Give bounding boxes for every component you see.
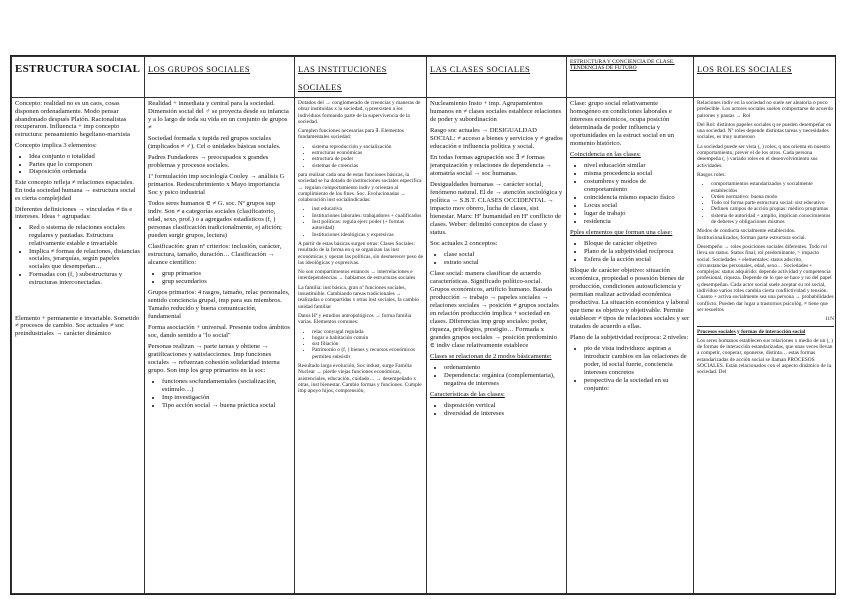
list-item: • pto de vista individuos: aspiran a introducir cambios en las relaciones de poder, id social fuerte, conciencia intereses concretos bbox=[584, 345, 690, 377]
paragraph: Sociedad formada x tupida red grupos sociales (implicados ≠ ♂). Cel o unidades básicas sociales. bbox=[148, 135, 281, 150]
list-item: • Todo rol forma parte estructura social: sist educativo bbox=[711, 200, 834, 206]
list bbox=[430, 251, 563, 267]
content-row bbox=[12, 98, 837, 594]
list-item: • Tipo acción social → buena práctica social bbox=[162, 402, 291, 410]
list-item: • Idea conjunto o totalidad bbox=[29, 153, 141, 161]
list-item: • disposición vertical bbox=[444, 402, 563, 410]
paragraph: Del Rol: distintos papeles sociales q se pueden desempeñar en una sociedad. Nº roles depende distintas tareas y necesidades sociales, es muy numeroso bbox=[697, 121, 832, 141]
paragraph: Rasgo soc actuales → DESIGUALDAD SOCIAL: ≠ acceso a bienes y servicios y ≠ grados educación e influencia política y social. bbox=[430, 127, 563, 150]
list bbox=[298, 329, 423, 360]
list-item: • Instituciones laborales: trabajadores + cualificados bbox=[312, 213, 423, 219]
list-item: • grup primarios bbox=[162, 270, 291, 278]
paragraph: Relaciones indiv en la sociedad no suele ser aleatoria o poco predecible. Los actores sociales suelen comportarse de acuerdo patrones y pautas → Rol bbox=[697, 100, 834, 119]
section-subtitle: Características de las clases: bbox=[430, 391, 505, 398]
column-estructura-social bbox=[12, 98, 145, 594]
list-item: • clase social bbox=[444, 251, 563, 259]
paragraph: No son compartimentos estancos → interrelaciones e interdependencias → hablamos de estructuras sociales bbox=[298, 269, 416, 282]
paragraph: Cumplen funciones necesarias para ∃. Elementos fundamentales sociedad: bbox=[298, 128, 404, 141]
paragraph: Clasificación: gran nº criterios: inclusión, carácter, estructura, tamaño, duración… Clasificación → alcance científico: bbox=[148, 243, 282, 266]
list bbox=[15, 224, 141, 286]
column-instituciones-sociales bbox=[295, 98, 427, 594]
list-item: • grup secundarios bbox=[162, 278, 291, 286]
paragraph: Plano de la subjetividad recíproca: 2 niveles: bbox=[570, 334, 689, 341]
paragraph: En todas formas agrupación soc ∃ ≠ formas jerarquización y relaciones de dependencia → atomatría social → soc humanas. bbox=[430, 154, 552, 177]
header-roles-sociales: LOS ROLES SOCIALES bbox=[694, 57, 837, 98]
list-item: • costumbres y modos de comportamiento bbox=[584, 178, 690, 194]
paragraph: Bloque de carácter objetivo: situación económica, propiedad o posesión bienes de producción, condiciones autosuficiencia y permitan realizar actividad económica productiva. La situación económica y laboral que tiene es objetiva y objetivable. Permite establecer ≠ tipos de relaciones sociales y ser tratados de acuerdo a ellas. bbox=[570, 267, 690, 330]
list-item: • estructura de poder bbox=[312, 156, 423, 162]
section-subtitle: Pples elementos que forman una clase: bbox=[570, 229, 673, 236]
footnote: 11N bbox=[824, 316, 834, 323]
paragraph: para realizar cada una de estas funciones básicas, la sociedad se ha dotado de instituciones sociales específica → regulan comportamiento indiv y orientan al cumplimiento de los fines. Soc. Evolucionadas → colaboración inst socialindicadas: bbox=[298, 171, 422, 204]
paragraph: Los seres humanos establecen sus relaciones x medio de un (, ) de formas de interacción estandarizadas, que unas veces llevan a competir, cooperar, oponerse, distinta… estas formas estandarizadas de acción social se llaman PROCESOS SOCIALES. Están relacionados con el aspecto dinámico de la sociedad. Del bbox=[697, 337, 833, 376]
paragraph: Nucleamiento Insto + imp. Agrupamientos humanos en ≠ clases sociales establece relaciones de poder y subordinación bbox=[430, 100, 562, 123]
list-item: • Disposición ordenada bbox=[29, 168, 141, 176]
list bbox=[570, 345, 690, 393]
list bbox=[430, 402, 563, 418]
paragraph: Todos seres humanos ∈ ≠ G. soc. Nº grupos sup indiv. Son ≠ a categorías sociales (clasificatorio, edad, sexo, prof.) o a agregados estadísticos (f, ) personas clasificación tradicionalmente, ej afición; pueden surgir grupos, lectura) bbox=[148, 200, 282, 239]
paragraph: Clase: grupo social relativamente homogéneo en condiciones laborales e intereses económicos, ocupa posición determinada de poder influencia y oportunidades en la estruct social en un momento histórico. bbox=[570, 100, 675, 147]
paragraph: La familia: inst básica, gran nº funciones sociales, insustituible. Cambiando tareas tradicionales → realizadas o compartidas x otras inst sociales, fa cambio unidad familiar bbox=[298, 284, 419, 310]
paragraph: Rasgos roles: bbox=[697, 171, 726, 178]
header-estructura-social: ESTRUCTURA SOCIAL bbox=[12, 57, 145, 98]
paragraph: A partir de estas básicas surgen otras: Clases Sociales: resultado de la forma en q se organizan las inst económicas y operan las políticas, sin desmerecer peso de las ideológicas y expresivas. bbox=[298, 240, 423, 266]
paragraph: Diferentes definiciones → vinculadas ≠ tis e intereses. Ideas + agrupadas: bbox=[15, 205, 133, 221]
header-row bbox=[12, 57, 837, 98]
list-item: • inst educativa bbox=[312, 206, 423, 212]
list-item: • Dependencia: orgánica (complementaria), negativa de intereses bbox=[444, 372, 563, 388]
paragraph: La sociedad puede ser vista (, ) roles, q nos orienta en nuestro comportamiento, prever el de los otros. Cada persona desempeña (, ) variado roles en el desenvolvimiento sus actividades. bbox=[697, 143, 830, 169]
summary-table bbox=[11, 56, 836, 594]
procesos-sociales-box bbox=[697, 326, 834, 376]
list-item: • Partes que lo componen bbox=[29, 161, 141, 169]
column-grupos-sociales bbox=[145, 98, 295, 594]
section-subtitle: Coincidencia en las clases: bbox=[570, 151, 641, 158]
list-item: • Instituciones ideológicas y expresivas bbox=[312, 232, 423, 238]
paragraph: Forma asociación + universal. Presente todos ámbitos soc, dando sentido a "lo social" bbox=[148, 324, 290, 339]
list-item: • Formadas con (f, ) subestructuras y estructuras interconectadas. bbox=[29, 271, 141, 287]
list-item: • Inst políticas: regula ejerc poder (+ formas autoridad) bbox=[312, 219, 423, 232]
list-item: • Red o sistema de relaciones sociales regulares y pautadas. Estructura relativamente estable e invariable bbox=[29, 224, 141, 247]
list bbox=[298, 206, 423, 237]
list-item: • ordenamiento bbox=[444, 364, 563, 372]
paragraph: Datos Hª y estudios antropológicos → forma familia varias. Elementos comunes: bbox=[298, 312, 412, 326]
list-item: • estrato social bbox=[444, 259, 563, 267]
list bbox=[430, 364, 563, 388]
paragraph: Desempeño → roles posiciones sociales diferentes. Todo rol lleva un status. Status final, rol predominante, > impacto social. Sociedades + elementales: status adscrito, circunstancias personales, edad, sexo… Sociedades + complejas: status adquirido: depende actividad y competencia profesional, riqueza. Depende de lo que se hace y no del papel q desempeñan. Cada actor social suele aceptar su rol social, individuo varios roles cambia cierta conflictividad y tensión. Cuanto + activa socialmente sea una persona → probabilidades conflicto. Pueden dar lugar a trastornos psicológ. ≠ tiene que ser resueltos bbox=[697, 243, 834, 313]
paragraph: Dotados del → conglomerado de creencias y maneras de obrar instituidas x la sociedad, q preexisten a los individuos formando parte de la supervivencia de la sociedad. bbox=[298, 100, 421, 125]
list-item: • diversidad de intereses bbox=[444, 410, 563, 418]
list-item: • Definen campos de acción propias: médico programas bbox=[711, 206, 834, 212]
list bbox=[697, 181, 834, 225]
column-roles-sociales bbox=[694, 98, 837, 594]
list-item: • lugar de trabajo bbox=[584, 210, 690, 218]
list-item: • Plano de la subjetividad recíproca bbox=[584, 248, 690, 256]
list-item: • Orden normativo: buena modo bbox=[711, 194, 834, 200]
paragraph: Padres Fundadores → preocupados x grandes problemas y procesos sociales. bbox=[148, 154, 269, 169]
column-clases-sociales bbox=[427, 98, 567, 594]
paragraph: Personas realizan → parte tareas y obtiene → gratificaciones y satisfacciones. Imp funciones sociales → refuerzan cohesión solidaridad interna grupo. Son imp los grup primarios en la soc: bbox=[148, 343, 280, 374]
list-item: • comportamientos estandarizados y socialmente establecidos bbox=[711, 181, 834, 194]
section-subtitle: Clases se relacionan de 2 modos básicamente: bbox=[430, 353, 552, 360]
list-item: • Imp investigación bbox=[162, 394, 291, 402]
column-estructura-conciencia bbox=[567, 98, 694, 594]
list-item: • funciones socfundamentales (socialización, estímulo…) bbox=[162, 378, 291, 394]
list bbox=[15, 153, 141, 176]
document-sheet bbox=[10, 55, 836, 595]
header-instituciones-sociales: LAS INSTITUCIONES SOCIALES bbox=[295, 57, 427, 98]
list-item: • residencia bbox=[584, 218, 690, 226]
paragraph: Grupos primarios: 4 rasgos, tamaño, relac personales, sentido conciencia grupal, imp para sus miembros. Tamaño reducido y buena comunicación, fundamental bbox=[148, 289, 290, 320]
list-item: • relac conyugal regulada bbox=[312, 329, 423, 335]
list bbox=[570, 240, 690, 264]
paragraph: Este concepto refleja ≠ relaciones espaciales. En toda sociedad humana → estructura social es cierta complejidad bbox=[15, 179, 136, 202]
paragraph: 1ª formulación imp sociología Cooley → análisis G primarios. Redescubrimiento x Mayo importancia Soc y psico industrial bbox=[148, 173, 285, 196]
list-item: • sistemas de creencias bbox=[312, 163, 423, 169]
header-estructura-conciencia: ESTRUCTURA Y CONCIENCIA DE CLASE. TENDENCIAS DE FUTURO bbox=[567, 57, 694, 98]
list-item: • perspectiva de la sociedad en su conjunto: bbox=[584, 377, 690, 393]
list-item: • Implica ≠ formas de relaciones, distancias sociales, jerarquías, según papeles sociales que desempeñan… bbox=[29, 248, 141, 271]
list bbox=[570, 162, 690, 226]
box-title: Procesos sociales y formas de interacción social bbox=[697, 328, 806, 335]
paragraph: Realidad + inmediata y central para la sociedad. Dimensión social del ♂ se proyecta desde su infancia y a lo largo de toda su vida en un conjunto de grupos ≠ bbox=[148, 100, 289, 131]
list-item: • Esfera de la acción social bbox=[584, 256, 690, 264]
list-item: • sist filiación bbox=[312, 341, 423, 347]
list-item: • coincidencia mismo espacio físico bbox=[584, 194, 690, 202]
list-item: • Locus social bbox=[584, 202, 690, 210]
list bbox=[148, 270, 291, 286]
paragraph: Resultado larga evolución, Soc indust, surge Familia Nuclear → pierde viejas funciones económicas, asistenciales, educación, cuidado… → desempeñado x otras, inst bienestar. Cambio formas y funciones. Cumple imp apoyo hijos, comprensión, bbox=[298, 362, 422, 395]
paragraph: Elemento + permanente e invariable. Sometido ≠ procesos de cambio. Soc actuales ≠ soc preindustriales → carácter dinámico bbox=[15, 314, 140, 338]
paragraph: Concepto: realidad no es un caos, cosas disponen ordenadamente. Modo pensar abandonado después Platón. Racionalistas recuperaron. Influencia + imp concepto estructura: pensamiento hegeliano-marxista bbox=[15, 100, 130, 139]
paragraph: Concepto implica 3 elementos: bbox=[15, 141, 97, 149]
paragraph: Soc actuales 2 conceptos: bbox=[430, 240, 498, 247]
list-item: • hogar o habitación común bbox=[312, 335, 423, 341]
paragraph: Desigualdades humanas → carácter social, fenómeno natural. El de → atención sociológica y política → S.B.T. CLASES OCCIDENTAL → impacto mov obrero, lucha de clases, sist bienestar. Marx: Hª humanidad en Hª conflicto de clases. Weber: delimitó conceptos de clase y status. bbox=[430, 181, 563, 236]
paragraph: Clase social: manera clasificar de acuerdo características. Significado político-social. Grupos económicos, artificio humano. Basada producción → trabajo → papeles sociales → relaciones sociales → posición ≠ grupos sociales en relación producción implica + sociedad en clases. Diferencias imp grup sociales: poder, riqueza, privilegios, prestigio… Formada x grandes grupos sociales → posición predominio ∈ indiv clase relativamente establece bbox=[430, 270, 559, 349]
list-item: • Bloque de carácter objetivo bbox=[584, 240, 690, 248]
list-item: • sistema de autoridad + amplio, implican conocimientos de deberes y obligaciones mismos bbox=[711, 213, 834, 226]
list-item: • estructuras económicas bbox=[312, 150, 423, 156]
header-clases-sociales: LAS CLASES SOCIALES bbox=[427, 57, 567, 98]
list bbox=[148, 378, 291, 410]
list-item: • misma procedencia social bbox=[584, 170, 690, 178]
list-item: • nivel educación similar bbox=[584, 162, 690, 170]
list bbox=[298, 144, 423, 169]
list-item: • Patrimonio o (f, ) bienes y recursos económicos permiten subsistir bbox=[312, 347, 423, 360]
paragraph: Modos de conducta socialmente establecidos. Institucionalizados, forman parte estructura social. bbox=[697, 228, 806, 241]
list-item: • sistema reproducción y socialización bbox=[312, 144, 423, 150]
header-grupos-sociales: LOS GRUPOS SOCIALES bbox=[145, 57, 295, 98]
